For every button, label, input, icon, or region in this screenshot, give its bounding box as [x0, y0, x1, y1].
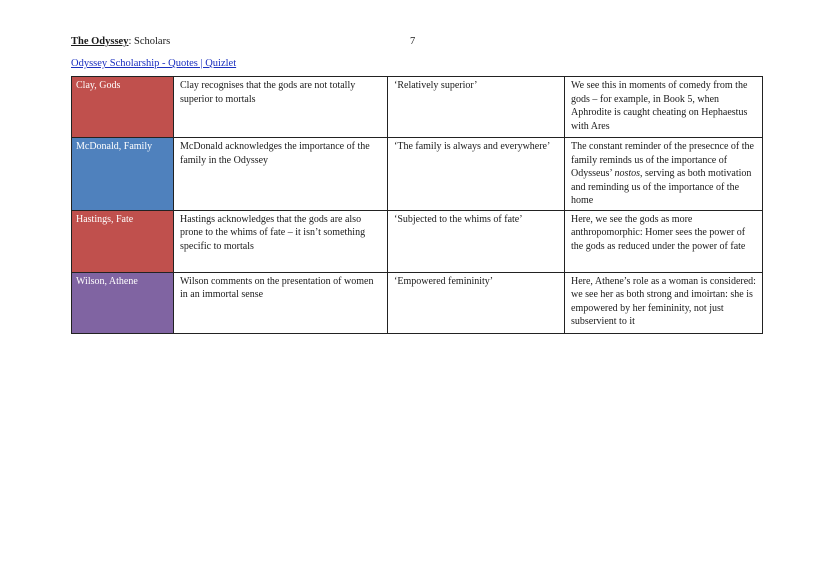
header-title-bold: The Odyssey — [71, 36, 129, 47]
analysis-italic-term: nostos — [614, 168, 640, 179]
summary-cell: Hastings acknowledges that the gods are also prone to the whims of fate – it isn’t something specific to mortals — [174, 210, 388, 272]
quote-cell: ‘Empowered femininity’ — [388, 272, 565, 333]
scholar-name-cell: McDonald, Family — [72, 138, 174, 211]
summary-cell: Clay recognises that the gods are not totally superior to mortals — [174, 77, 388, 138]
page-number: 7 — [410, 36, 416, 47]
analysis-text: , serving as both motivation and reminding us of the importance of the home — [571, 168, 752, 206]
scholars-table — [71, 76, 763, 334]
quote-cell: ‘Relatively superior’ — [388, 77, 565, 138]
table-row — [72, 272, 763, 333]
analysis-cell: We see this in moments of comedy from the gods – for example, in Book 5, when Aphrodite is caught cheating on Hephaestus with Ares — [565, 77, 763, 138]
scholar-name-cell: Hastings, Fate — [72, 210, 174, 272]
analysis-cell — [565, 138, 763, 211]
summary-cell: Wilson comments on the presentation of women in an immortal sense — [174, 272, 388, 333]
quote-cell: ‘Subjected to the whims of fate’ — [388, 210, 565, 272]
analysis-cell: Here, Athene’s role as a woman is considered: we see her as both strong and imoirtan: she is empowered by her femininity, not just subservient to it — [565, 272, 763, 333]
table-row — [72, 138, 763, 211]
document-header — [71, 35, 170, 48]
quizlet-link[interactable]: Odyssey Scholarship - Quotes | Quizlet — [71, 58, 237, 69]
scholar-name-cell: Clay, Gods — [72, 77, 174, 138]
header-title-rest: : Scholars — [128, 36, 171, 47]
analysis-text: The constant reminder of the presecnce of the family reminds us of the importance of Odysseus’ — [571, 141, 754, 179]
analysis-cell: Here, we see the gods as more anthropomorphic: Homer sees the power of the gods as reduced under the power of fate — [565, 210, 763, 272]
scholar-name-cell: Wilson, Athene — [72, 272, 174, 333]
table-row — [72, 210, 763, 272]
table-row — [72, 77, 763, 138]
summary-cell: McDonald acknowledges the importance of the family in the Odyssey — [174, 138, 388, 211]
quote-cell: ‘The family is always and everywhere’ — [388, 138, 565, 211]
